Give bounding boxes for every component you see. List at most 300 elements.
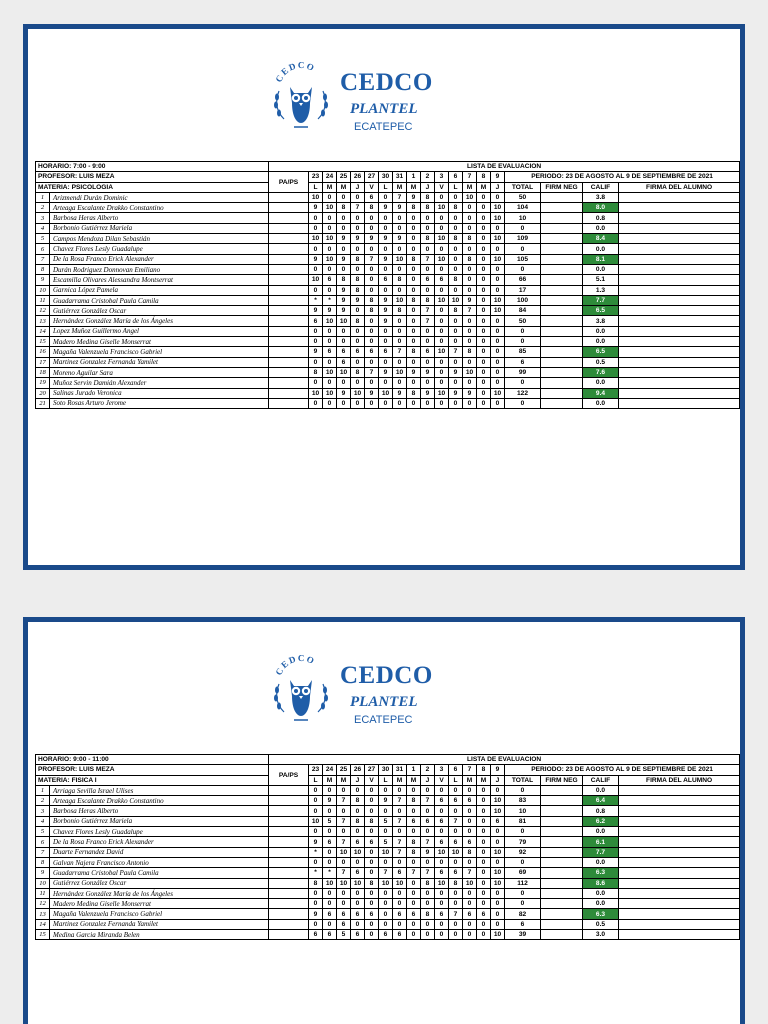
score-cell: 0: [449, 919, 463, 929]
student-number: 13: [36, 316, 50, 326]
score-cell: 6: [323, 275, 337, 285]
score-cell: 0: [477, 326, 491, 336]
score-cell: 0: [323, 857, 337, 867]
student-name: Durán Rodriguez Donnovan Emiliano: [50, 264, 269, 274]
total-cell: 10: [505, 213, 541, 223]
score-cell: 7: [449, 909, 463, 919]
signature-cell[interactable]: [619, 785, 740, 795]
signature-cell[interactable]: [619, 213, 740, 223]
student-row: [36, 827, 740, 837]
score-cell: 0: [309, 796, 323, 806]
score-cell: 5: [379, 816, 393, 826]
firm-neg-cell[interactable]: [541, 878, 583, 888]
score-cell: 6: [351, 837, 365, 847]
firm-neg-cell[interactable]: [541, 306, 583, 316]
pa-ps-header: PA/PS: [269, 172, 309, 193]
score-cell: 0: [309, 806, 323, 816]
student-row: [36, 888, 740, 898]
score-cell: 0: [477, 857, 491, 867]
score-cell: 0: [365, 796, 379, 806]
brand-name: CEDCO: [340, 69, 433, 96]
day-header: J: [421, 182, 435, 192]
calif-cell: 0.0: [583, 827, 619, 837]
signature-cell[interactable]: [619, 234, 740, 244]
date-header: 1: [407, 765, 421, 775]
firm-neg-header: FIRM NEG: [541, 182, 583, 192]
calif-cell: 0.0: [583, 899, 619, 909]
score-cell: 0: [421, 285, 435, 295]
signature-cell[interactable]: [619, 930, 740, 940]
calif-cell: 0.5: [583, 919, 619, 929]
score-cell: 0: [491, 244, 505, 254]
pa-ps-cell: [269, 878, 309, 888]
score-cell: 0: [435, 306, 449, 316]
student-number: 18: [36, 367, 50, 377]
calif-cell: 7.7: [583, 295, 619, 305]
score-cell: 0: [463, 930, 477, 940]
student-name: Lopez Muñoz Guillermo Angel: [50, 326, 269, 336]
signature-cell[interactable]: [619, 888, 740, 898]
calif-cell: 7.7: [583, 847, 619, 857]
student-row: [36, 785, 740, 795]
score-cell: 6: [365, 347, 379, 357]
student-row: [36, 367, 740, 377]
score-cell: 0: [449, 285, 463, 295]
pa-ps-cell: [269, 868, 309, 878]
score-cell: 10: [435, 234, 449, 244]
signature-cell[interactable]: [619, 295, 740, 305]
student-number: 19: [36, 378, 50, 388]
score-cell: 6: [435, 796, 449, 806]
signature-cell[interactable]: [619, 357, 740, 367]
signature-cell[interactable]: [619, 378, 740, 388]
student-row: [36, 264, 740, 274]
date-header: 25: [337, 765, 351, 775]
score-cell: 10: [491, 806, 505, 816]
total-cell: 0: [505, 264, 541, 274]
day-header: V: [435, 775, 449, 785]
score-cell: 0: [449, 244, 463, 254]
header-row-horario: [36, 162, 740, 172]
score-cell: 10: [435, 203, 449, 213]
score-cell: 0: [463, 919, 477, 929]
header-row-days: [36, 775, 740, 785]
score-cell: 7: [337, 796, 351, 806]
firm-neg-cell[interactable]: [541, 827, 583, 837]
score-cell: 0: [323, 244, 337, 254]
firm-neg-cell[interactable]: [541, 337, 583, 347]
score-cell: 0: [323, 847, 337, 857]
signature-cell[interactable]: [619, 398, 740, 408]
score-cell: 0: [421, 857, 435, 867]
score-cell: 0: [407, 337, 421, 347]
score-cell: 0: [477, 816, 491, 826]
score-cell: 0: [421, 223, 435, 233]
score-cell: 5: [337, 930, 351, 940]
student-number: 6: [36, 837, 50, 847]
signature-cell[interactable]: [619, 878, 740, 888]
firm-neg-cell[interactable]: [541, 388, 583, 398]
score-cell: 0: [435, 888, 449, 898]
student-number: 2: [36, 796, 50, 806]
student-number: 8: [36, 857, 50, 867]
firm-neg-cell[interactable]: [541, 378, 583, 388]
score-cell: 8: [421, 909, 435, 919]
score-cell: 7: [393, 847, 407, 857]
signature-cell[interactable]: [619, 326, 740, 336]
signature-cell[interactable]: [619, 806, 740, 816]
score-cell: 9: [449, 367, 463, 377]
signature-cell[interactable]: [619, 827, 740, 837]
score-cell: *: [309, 868, 323, 878]
date-header: 26: [351, 765, 365, 775]
score-cell: 0: [379, 806, 393, 816]
score-cell: 0: [407, 275, 421, 285]
score-cell: 6: [379, 930, 393, 940]
total-cell: 6: [505, 357, 541, 367]
signature-cell[interactable]: [619, 816, 740, 826]
signature-cell[interactable]: [619, 347, 740, 357]
total-cell: 122: [505, 388, 541, 398]
firm-neg-cell[interactable]: [541, 244, 583, 254]
student-number: 16: [36, 347, 50, 357]
brand-subtitle: PLANTEL: [350, 101, 418, 117]
day-header: M: [477, 775, 491, 785]
signature-cell[interactable]: [619, 203, 740, 213]
firm-neg-cell[interactable]: [541, 326, 583, 336]
score-cell: 9: [323, 796, 337, 806]
total-cell: 69: [505, 868, 541, 878]
score-cell: 10: [491, 796, 505, 806]
signature-cell[interactable]: [619, 796, 740, 806]
score-cell: 0: [477, 203, 491, 213]
day-header: J: [491, 775, 505, 785]
firm-neg-cell[interactable]: [541, 367, 583, 377]
score-cell: 0: [449, 192, 463, 202]
firm-neg-cell[interactable]: [541, 806, 583, 816]
date-header: 2: [421, 765, 435, 775]
score-cell: 9: [351, 234, 365, 244]
student-name: Galvan Najera Francisco Antonio: [50, 857, 269, 867]
calif-cell: 0.0: [583, 264, 619, 274]
signature-cell[interactable]: [619, 857, 740, 867]
score-cell: 0: [435, 285, 449, 295]
firm-neg-cell[interactable]: [541, 234, 583, 244]
firm-neg-cell[interactable]: [541, 347, 583, 357]
total-cell: 83: [505, 796, 541, 806]
score-cell: 7: [393, 837, 407, 847]
student-number: 10: [36, 285, 50, 295]
score-cell: 0: [351, 213, 365, 223]
firm-neg-cell[interactable]: [541, 223, 583, 233]
score-cell: 7: [421, 837, 435, 847]
score-cell: 6: [435, 816, 449, 826]
firm-neg-cell[interactable]: [541, 919, 583, 929]
score-cell: 9: [309, 837, 323, 847]
score-cell: 9: [309, 254, 323, 264]
firm-neg-cell[interactable]: [541, 192, 583, 202]
score-cell: 6: [393, 868, 407, 878]
score-cell: 10: [337, 847, 351, 857]
score-cell: 0: [421, 806, 435, 816]
student-number: 8: [36, 264, 50, 274]
score-cell: 0: [379, 357, 393, 367]
score-cell: 0: [351, 306, 365, 316]
student-number: 11: [36, 295, 50, 305]
score-cell: 0: [491, 192, 505, 202]
score-cell: 9: [379, 367, 393, 377]
firm-neg-cell[interactable]: [541, 909, 583, 919]
pa-ps-cell: [269, 398, 309, 408]
student-row: [36, 816, 740, 826]
score-cell: 0: [323, 398, 337, 408]
day-header: M: [407, 182, 421, 192]
calif-cell: 0.5: [583, 357, 619, 367]
signature-cell[interactable]: [619, 275, 740, 285]
score-cell: 0: [309, 378, 323, 388]
score-cell: 0: [463, 357, 477, 367]
score-cell: 0: [351, 244, 365, 254]
firm-neg-cell[interactable]: [541, 857, 583, 867]
score-cell: 0: [421, 337, 435, 347]
signature-cell[interactable]: [619, 254, 740, 264]
day-header: M: [393, 182, 407, 192]
score-cell: 8: [393, 275, 407, 285]
signature-cell[interactable]: [619, 285, 740, 295]
score-cell: 0: [365, 899, 379, 909]
score-cell: 6: [435, 275, 449, 285]
score-cell: 7: [421, 254, 435, 264]
student-name: Magaña Valenzuela Francisco Gabriel: [50, 909, 269, 919]
calif-cell: 3.0: [583, 930, 619, 940]
score-cell: 0: [379, 827, 393, 837]
score-cell: 10: [323, 878, 337, 888]
calif-cell: 6.4: [583, 796, 619, 806]
score-cell: 0: [477, 796, 491, 806]
signature-cell[interactable]: [619, 316, 740, 326]
firm-neg-cell[interactable]: [541, 837, 583, 847]
student-name: Madero Medina Giselle Monserrat: [50, 337, 269, 347]
score-cell: 0: [477, 868, 491, 878]
score-cell: 0: [491, 316, 505, 326]
score-cell: 8: [463, 254, 477, 264]
score-cell: 6: [351, 347, 365, 357]
score-cell: 6: [449, 837, 463, 847]
score-cell: 10: [491, 878, 505, 888]
firm-neg-cell[interactable]: [541, 888, 583, 898]
student-row: [36, 347, 740, 357]
score-cell: 6: [407, 909, 421, 919]
signature-cell[interactable]: [619, 388, 740, 398]
signature-cell[interactable]: [619, 847, 740, 857]
score-cell: 6: [463, 796, 477, 806]
score-cell: 0: [463, 378, 477, 388]
signature-cell[interactable]: [619, 192, 740, 202]
score-cell: 9: [407, 192, 421, 202]
score-cell: 0: [393, 827, 407, 837]
score-cell: 0: [351, 806, 365, 816]
score-cell: 6: [435, 837, 449, 847]
firm-neg-cell[interactable]: [541, 796, 583, 806]
firm-neg-cell[interactable]: [541, 213, 583, 223]
score-cell: 0: [421, 264, 435, 274]
firm-neg-cell[interactable]: [541, 930, 583, 940]
score-cell: 0: [491, 899, 505, 909]
student-row: [36, 254, 740, 264]
firm-neg-cell[interactable]: [541, 785, 583, 795]
score-cell: 10: [393, 254, 407, 264]
firma-header: FIRMA DEL ALUMNO: [619, 775, 740, 785]
score-cell: 0: [407, 930, 421, 940]
score-cell: 0: [337, 899, 351, 909]
firm-neg-cell[interactable]: [541, 316, 583, 326]
score-cell: 6: [351, 909, 365, 919]
score-cell: 0: [491, 837, 505, 847]
score-cell: 0: [365, 223, 379, 233]
calif-cell: 0.0: [583, 398, 619, 408]
firm-neg-cell[interactable]: [541, 203, 583, 213]
signature-cell[interactable]: [619, 306, 740, 316]
student-name: Gutiérrez González Oscar: [50, 306, 269, 316]
score-cell: 10: [379, 847, 393, 857]
score-cell: 8: [309, 367, 323, 377]
calif-cell: 6.3: [583, 909, 619, 919]
score-cell: 0: [477, 899, 491, 909]
date-header: 23: [309, 172, 323, 182]
total-cell: 10: [505, 806, 541, 816]
signature-cell[interactable]: [619, 919, 740, 929]
score-cell: 6: [393, 930, 407, 940]
signature-cell[interactable]: [619, 264, 740, 274]
student-name: Gutiérrez González Oscar: [50, 878, 269, 888]
signature-cell[interactable]: [619, 837, 740, 847]
score-cell: 0: [365, 244, 379, 254]
score-cell: 0: [491, 857, 505, 867]
firm-neg-cell[interactable]: [541, 254, 583, 264]
pa-ps-cell: [269, 378, 309, 388]
score-cell: 0: [491, 398, 505, 408]
score-cell: 0: [323, 899, 337, 909]
score-cell: 10: [435, 847, 449, 857]
score-cell: 6: [449, 796, 463, 806]
firm-neg-cell[interactable]: [541, 899, 583, 909]
firm-neg-cell[interactable]: [541, 295, 583, 305]
score-cell: 8: [351, 275, 365, 285]
date-header: 24: [323, 172, 337, 182]
day-header: V: [365, 775, 379, 785]
signature-cell[interactable]: [619, 367, 740, 377]
pa-ps-cell: [269, 306, 309, 316]
signature-cell[interactable]: [619, 899, 740, 909]
score-cell: 0: [477, 285, 491, 295]
firm-neg-cell[interactable]: [541, 816, 583, 826]
calif-cell: 0.0: [583, 378, 619, 388]
firm-neg-cell[interactable]: [541, 357, 583, 367]
firm-neg-cell[interactable]: [541, 847, 583, 857]
signature-cell[interactable]: [619, 909, 740, 919]
score-cell: 0: [351, 357, 365, 367]
score-cell: 10: [379, 878, 393, 888]
score-cell: 8: [407, 295, 421, 305]
score-cell: 0: [435, 192, 449, 202]
calif-cell: 0.0: [583, 337, 619, 347]
score-cell: 0: [309, 398, 323, 408]
header-row-days: [36, 182, 740, 192]
signature-cell[interactable]: [619, 337, 740, 347]
score-cell: 0: [407, 806, 421, 816]
score-cell: 8: [421, 203, 435, 213]
score-cell: 9: [323, 306, 337, 316]
student-name: Garnica López Pamela: [50, 285, 269, 295]
score-cell: 0: [477, 275, 491, 285]
firm-neg-cell[interactable]: [541, 275, 583, 285]
firm-neg-cell[interactable]: [541, 868, 583, 878]
score-cell: 10: [323, 316, 337, 326]
score-cell: 0: [323, 888, 337, 898]
day-header: M: [463, 182, 477, 192]
score-cell: 10: [309, 816, 323, 826]
score-cell: 0: [337, 337, 351, 347]
pa-ps-cell: [269, 337, 309, 347]
day-header: L: [449, 182, 463, 192]
firm-neg-cell[interactable]: [541, 285, 583, 295]
score-cell: 8: [407, 796, 421, 806]
pa-ps-cell: [269, 909, 309, 919]
student-name: Hernández González María de los Ángeles: [50, 888, 269, 898]
firm-neg-cell[interactable]: [541, 398, 583, 408]
score-cell: 6: [379, 275, 393, 285]
score-cell: 7: [449, 347, 463, 357]
svg-text:CEDCO: CEDCO: [273, 652, 317, 677]
student-name: Barbosa Heras Alberto: [50, 213, 269, 223]
score-cell: 8: [449, 306, 463, 316]
score-cell: 0: [491, 285, 505, 295]
score-cell: 10: [491, 254, 505, 264]
score-cell: 0: [309, 244, 323, 254]
score-cell: 0: [393, 785, 407, 795]
score-cell: 0: [379, 192, 393, 202]
total-cell: 104: [505, 203, 541, 213]
total-cell: 92: [505, 847, 541, 857]
date-header: 6: [449, 172, 463, 182]
score-cell: 0: [491, 919, 505, 929]
date-header: 31: [393, 765, 407, 775]
calif-cell: 6.1: [583, 837, 619, 847]
profesor-label: PROFESOR: LUIS MEZA: [36, 765, 269, 775]
student-name: Arteaga Escalante Drakko Constantino: [50, 203, 269, 213]
lista-title: LISTA DE EVALUACION: [269, 162, 740, 172]
student-number: 7: [36, 847, 50, 857]
firm-neg-cell[interactable]: [541, 264, 583, 274]
score-cell: 0: [323, 264, 337, 274]
day-header: M: [407, 775, 421, 785]
student-name: Escamilla Olivares Alessandra Montserrat: [50, 275, 269, 285]
signature-cell[interactable]: [619, 223, 740, 233]
score-cell: 9: [337, 234, 351, 244]
score-cell: 0: [491, 357, 505, 367]
score-cell: 0: [477, 264, 491, 274]
student-row: [36, 930, 740, 940]
student-number: 5: [36, 234, 50, 244]
day-header: L: [379, 182, 393, 192]
score-cell: 0: [435, 316, 449, 326]
day-header: L: [309, 182, 323, 192]
score-cell: 0: [309, 785, 323, 795]
signature-cell[interactable]: [619, 244, 740, 254]
header-row-dates: [36, 765, 740, 775]
score-cell: 8: [407, 254, 421, 264]
signature-cell[interactable]: [619, 868, 740, 878]
